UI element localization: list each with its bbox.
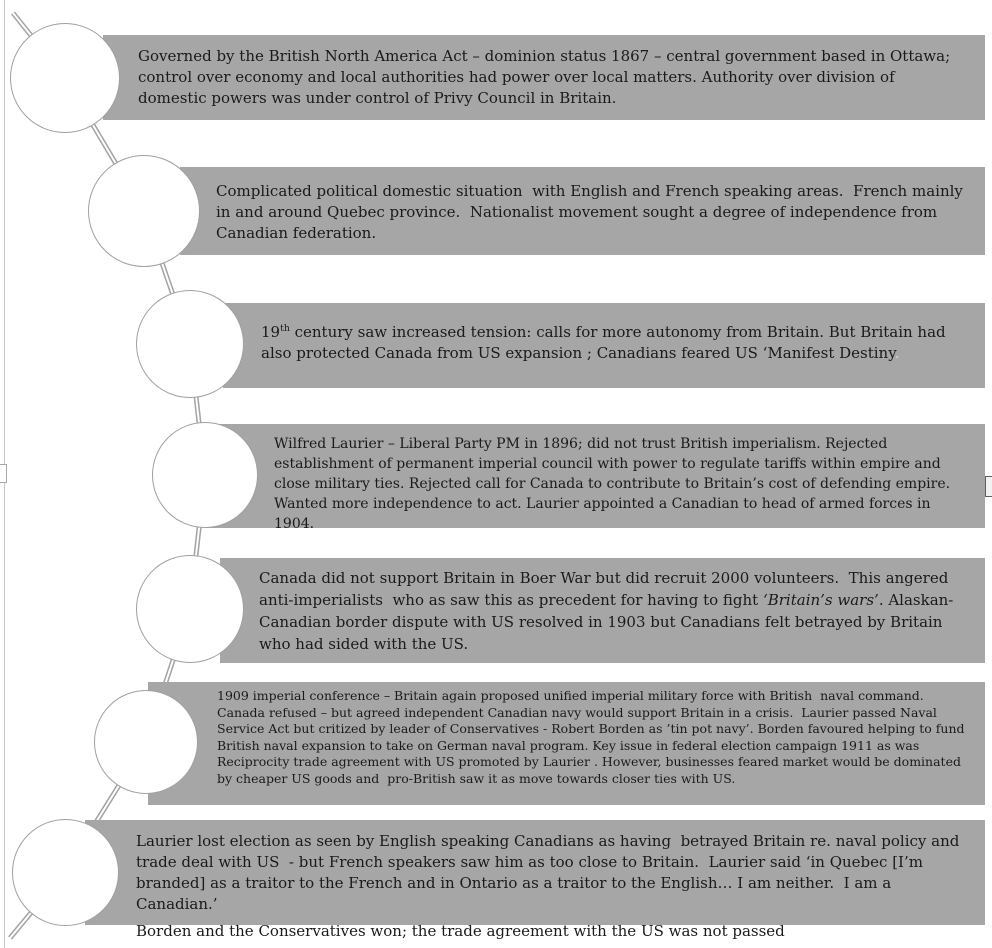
info-box-4-text: Wilfred Laurier – Liberal Party PM in 1896; did not trust British imperialism. Rejected establishment of permanent imperial council with power to regulate tariffs within empire and close military ties. Rejected call for Canada to contribute to Britain’s cost of defending empire. Wanted more independence to act. Laurier appointed a Canadian to head of armed forces in 1904.: [274, 436, 959, 532]
timeline-node-4: [152, 422, 258, 528]
info-box-5-tail: . Alaskan-Canadian border dispute with US resolved in 1903 but Canadians felt betrayed by Britain who had sided with the US.: [259, 591, 954, 653]
info-box-3: [223, 303, 985, 388]
timeline-node-5: [136, 555, 244, 663]
info-box-2: [180, 167, 985, 255]
timeline-node-6: [94, 690, 198, 794]
timeline-node-1: [10, 23, 120, 133]
info-box-6: [148, 682, 985, 805]
timeline-node-2: [88, 155, 200, 267]
info-box-7: [85, 820, 985, 940]
info-box-6-text: 1909 imperial conference – Britain again proposed unified imperial military force with British naval command. Canada refused – but agreed independent Canadian navy would support Britain in a crisis. Laurier passed Naval Service Act but critized by leader of Conservatives - Robert Borden as ’tin pot navy’. Borden favoured helping to fund British naval expansion to take on German naval program. Key issue in federal election campaign 1911 as was Reciprocity trade agreement with US promoted by Laurier . However, businesses feared market would be dominated by cheaper US goods and pro-British saw it as move towards closer ties with US.: [217, 688, 969, 786]
timeline-node-7: [12, 819, 119, 926]
right-edge-handle: [985, 476, 992, 497]
info-box-7-paragraph-1: Laurier lost election as seen by English speaking Canadians as having betrayed Britain re. naval policy and trade deal with US - but French speakers saw him as too close to Britain. Laurier said ‘in Quebec [I’m branded] as a traitor to the French and in Ontario as a traitor to the English… I am neither. I am a Canadian.’: [136, 832, 965, 913]
left-edge-handle: [0, 464, 7, 483]
info-box-3-text: [261, 322, 967, 364]
info-box-5: [220, 558, 985, 663]
timeline-node-3: [136, 290, 244, 398]
info-box-1-text: Governed by the British North America Act – dominion status 1867 – central government based in Ottawa; control over economy and local authorities had power over local matters. Authority over division of domestic powers was under control of Privy Council in Britain.: [138, 47, 955, 107]
info-box-3-faded-mark: .: [894, 344, 900, 362]
info-box-4: [205, 424, 985, 532]
info-box-2-text: Complicated political domestic situation with English and French speaking areas. French mainly in and around Quebec province. Nationalist movement sought a degree of independence from Canadian federation.: [216, 182, 968, 242]
info-box-3-prefix: 19: [261, 323, 281, 341]
info-box-5-quote-italic: ‘Britain’s wars’: [762, 591, 879, 609]
info-box-1: [103, 35, 985, 120]
info-box-5-lead: Canada did not support Britain in Boer War but did recruit 2000 volunteers. This angered anti-imperialists who as saw this as precedent for having to fight: [259, 569, 954, 609]
info-box-3-body: century saw increased tension: calls for more autonomy from Britain. But Britain had also protected Canada from US expansion ; Canadians feared US ‘Manifest Destiny: [261, 323, 951, 362]
info-box-3-ordinal-suffix: th: [280, 323, 290, 334]
info-box-5-text: [259, 567, 967, 655]
info-box-7-paragraph-2: Borden and the Conservatives won; the trade agreement with the US was not passed: [136, 922, 785, 940]
